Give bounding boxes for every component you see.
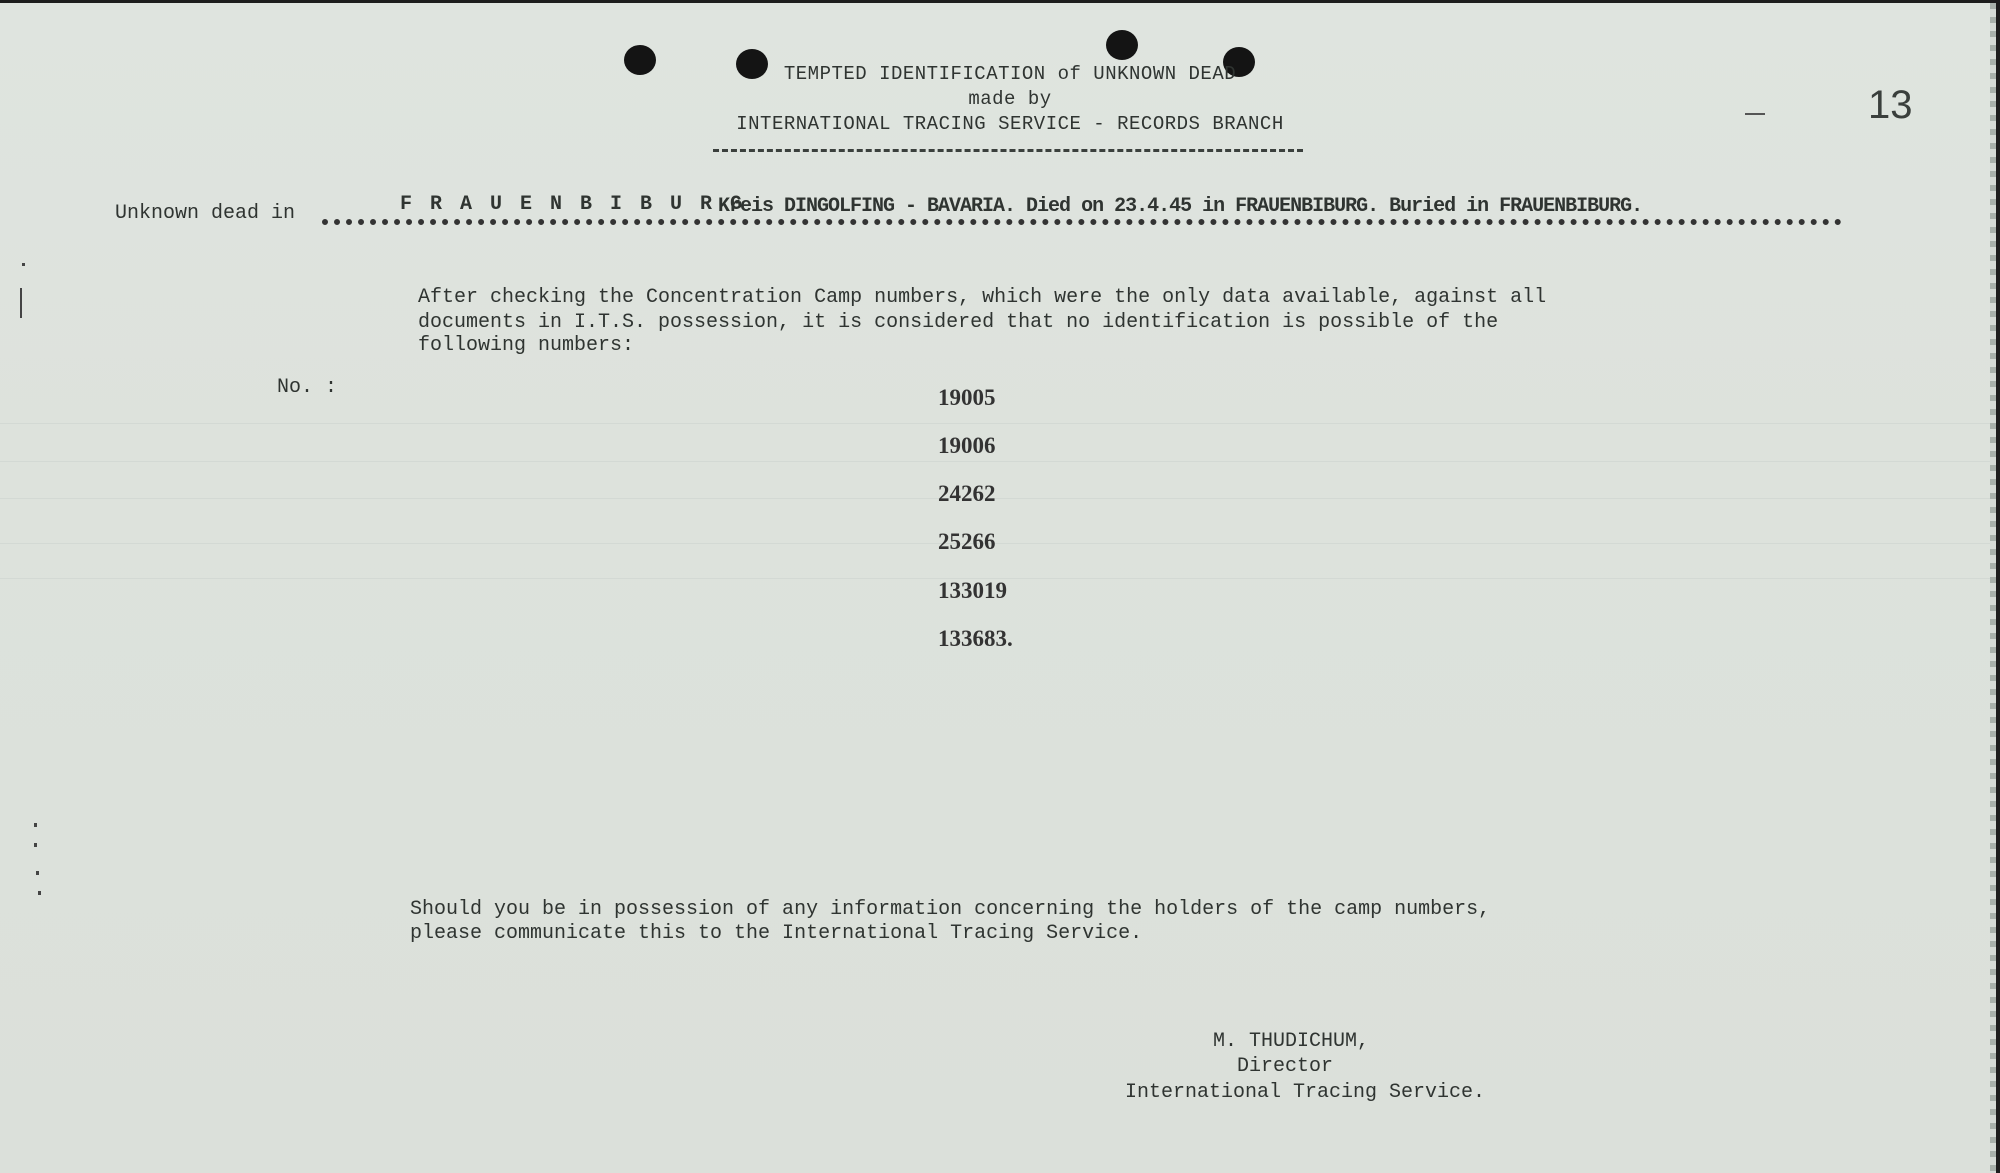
location-place: F R A U E N B I B U R G (400, 193, 746, 216)
camp-number: 19006 (938, 433, 996, 458)
margin-tick (38, 891, 41, 895)
camp-number: 25266 (938, 529, 996, 554)
header-title-line1: TEMPTED IDENTIFICATION of UNKNOWN DEAD (783, 63, 1237, 85)
margin-tick (34, 823, 37, 827)
camp-number: 133019 (938, 578, 1007, 603)
margin-mark (1745, 113, 1765, 115)
margin-tick (36, 871, 39, 875)
footer-line-2: please communicate this to the International Tracing Service. (410, 922, 1143, 945)
dotted-leader (322, 219, 1842, 225)
numbers-label: No. : (277, 376, 338, 399)
header-underline (713, 149, 1303, 152)
header-title-line2: made by (968, 88, 1052, 110)
body-line-3: following numbers: (418, 334, 635, 357)
margin-tick (20, 288, 22, 318)
camp-number: 19005 (938, 385, 996, 410)
page-number: 13 (1868, 83, 1913, 127)
signature-title: Director (1237, 1055, 1334, 1078)
location-label: Unknown dead in (115, 202, 296, 225)
camp-number: 24262 (938, 481, 996, 506)
footer-line-1: Should you be in possession of any information concerning the holders of the camp numbers, (410, 898, 1491, 921)
margin-tick (34, 843, 37, 847)
signature-org: International Tracing Service. (1125, 1081, 1486, 1104)
margin-tick (22, 263, 25, 266)
scan-edge (1990, 3, 1996, 1173)
body-line-1: After checking the Concentration Camp numbers, which were the only data available, against all (418, 286, 1547, 309)
signature-name: M. THUDICHUM, (1213, 1030, 1370, 1053)
body-line-2: documents in I.T.S. possession, it is considered that no identification is possible of the (418, 311, 1499, 334)
camp-number: 133683. (938, 626, 1013, 651)
document-sheet (0, 3, 1996, 1173)
location-details: Kreis DINGOLFING - BAVARIA. Died on 23.4.45 in FRAUENBIBURG. Buried in FRAUENBIBURG. (718, 195, 1643, 218)
punch-hole-3 (1106, 30, 1138, 60)
header-title-line3: INTERNATIONAL TRACING SERVICE - RECORDS BRANCH (736, 113, 1284, 135)
